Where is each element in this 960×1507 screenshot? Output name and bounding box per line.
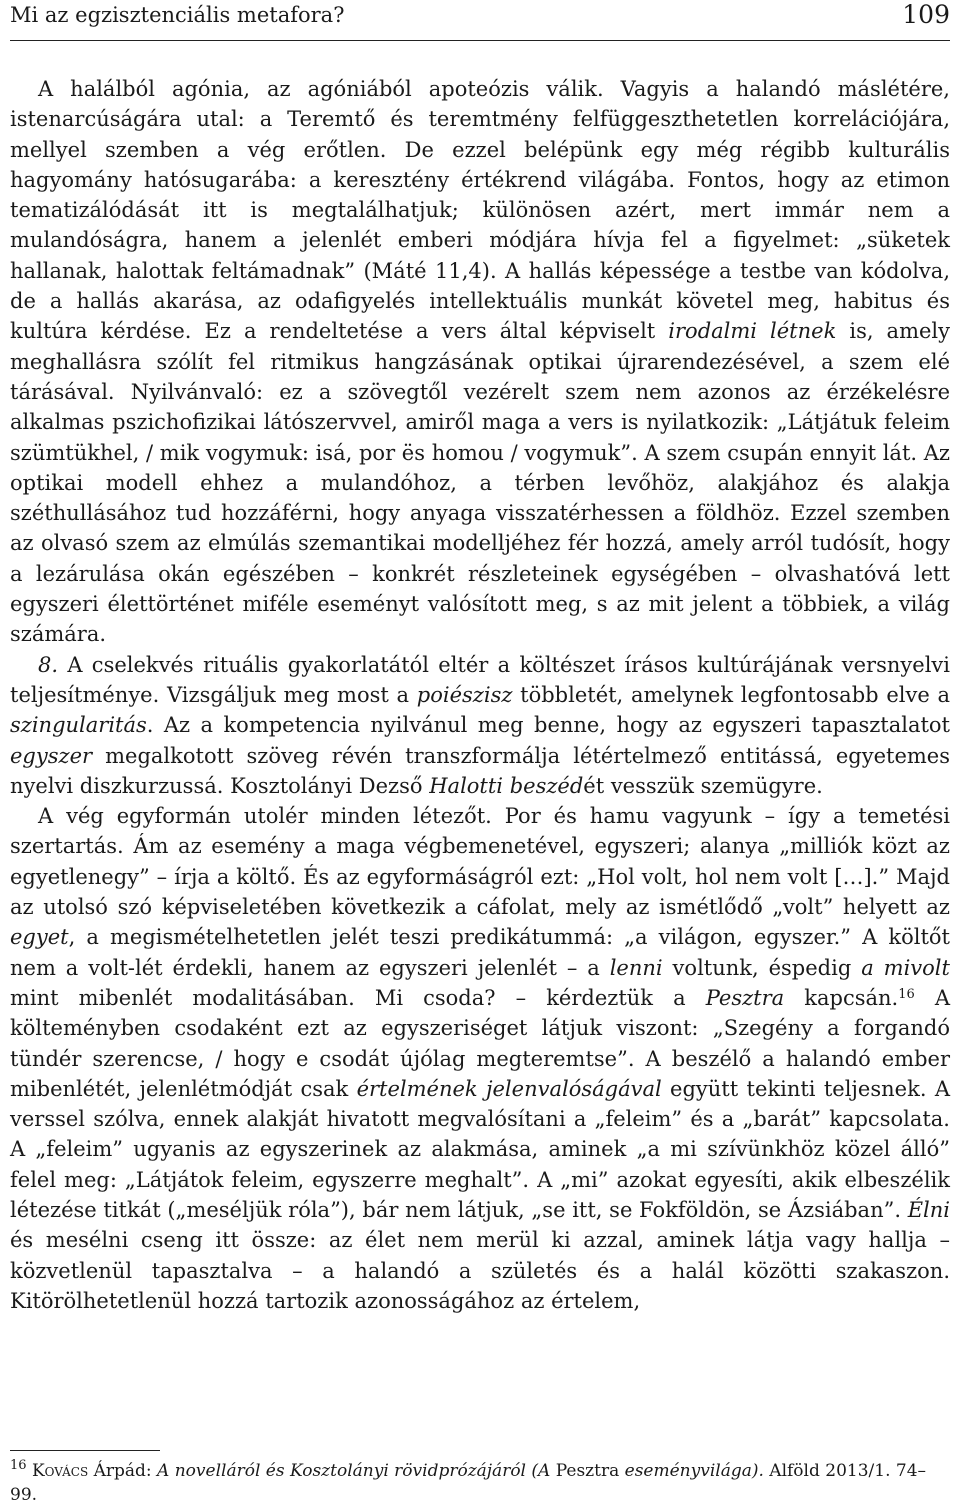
italic-text: lenni [609, 955, 663, 980]
paragraph-text: A vég egyformán utolér minden létezőt. Por és hamu vagyunk – így a temetési szertartás. Ám az esemény a maga végbemenetével, egyszeri; alanya „milliók közt az egyetlenegy” – írja a költő. És az egyformáságról ezt: „Hol volt, hol nem volt […].” Majd az utolsó szó képviseletében következik a cáfolat, mely az ismétlődő „volt” helyett az [10, 804, 950, 920]
italic-text: a mivolt [861, 955, 950, 980]
footnote-source: Alföld 2013/1. 74–99. [10, 1461, 927, 1505]
footnote-title-roman: Pesztra [555, 1461, 620, 1481]
italic-text: egyet [10, 925, 69, 950]
footnote-divider [10, 1450, 160, 1451]
footnote-title: A novelláról és Kosztolányi rövidprózájáról (A [157, 1461, 556, 1481]
body-paragraph [10, 74, 950, 650]
body-paragraph [10, 801, 950, 1316]
paragraph-text: . Az a kompetencia nyilvánul meg benne, hogy az egyszeri tapasztalatot [146, 713, 950, 738]
italic-text: Élni [907, 1197, 950, 1222]
footnote-title-end: eseményvilága). [619, 1461, 764, 1481]
italic-text: irodalmi létnek [668, 319, 837, 344]
footnote-author-surname: Kovács [31, 1461, 89, 1481]
body-paragraph [10, 650, 950, 801]
running-title: Mi az egzisztenciális metafora? [10, 3, 345, 27]
paragraph-text: A cselekvés rituális gyakorlatától eltér a költészet írásos kultúrájának versnyelvi teljesítménye. Vizsgáljuk meg most a [10, 652, 950, 707]
paragraph-text: többletét, amelynek legfontosabb elve a [512, 682, 950, 707]
paragraph-text: is, amely meghallásra szólít fel ritmikus hangzásának optikai újrarendezésével, a szem elé tárásával. Nyilvánvaló: ez a szövegtől vezérelt szem nem azonos az érzékelésre alkalmas pszichofizikai látószervvel, amiről maga a vers is nyilatkozik: „Látjátuk feleim szümtükhel, / mik vogymuk: isá, por ës homou / vogymuk”. A szem csupán ennyit lát. Az optikai modell ehhez a mulandóhoz, a térben levőhöz, alakjához és alakja széthullásához tud hozzáférni, hogy anyaga visszatérhessen a földhöz. Ezzel szemben az olvasó szem az elmúlás szemantikai modelljéhez fér hozzá, amely arról tudósít, hogy a lezárulása okán egészében – konkrét részleteinek egységében – olvashatóvá lett egyszeri élettörténet miféle eseményt valósított meg, s az mit jelent a többiek, a világ számára. [10, 319, 950, 647]
paragraph-text: A költeményben csodaként ezt az egyszeriséget látjuk viszont: „Szegény a forgandó tündér szerencse, / hogy e csodát újólag megteremtse”. A beszélő a halandó ember mibenlétét, jelenlétmódját csak [10, 985, 951, 1101]
footnote-marker: 16 [10, 1458, 27, 1473]
footnote-16 [10, 1459, 950, 1507]
paragraph-text: voltunk, éspedig [662, 955, 862, 980]
page-number: 109 [902, 0, 950, 29]
footnote-reference: 16 [898, 986, 915, 1002]
paragraph-text: együtt tekinti teljesnek. A verssel szólva, ennek alakját hivatott megvalósítani a „feleim” és a „barát” kapcsolata. A „feleim” ugyanis az egyszerinek az alakmása, aminek „a mi szívünkhöz közel álló” felel meg: „Látjátok feleim, egyszerre meghalt”. A „mi” azokat egyesíti, akik elbeszélik létezése titkát („meséljük róla”), bár nem látjuk, „se itt, se Fokföldön, se Ázsiában”. [10, 1076, 950, 1222]
paragraph-text: ét vesszük szemügyre. [583, 773, 823, 798]
italic-text: egyszer [10, 743, 93, 768]
paragraph-text: megalkotott szöveg révén transzformálja létértelmező entitássá, egyetemes nyelvi diszkurzussá. Kosztolányi Dezső [10, 743, 950, 798]
italic-text: Halotti beszéd [429, 773, 584, 798]
italic-text: poiészisz [416, 682, 513, 707]
italic-text: értelmének jelenvalóságával [356, 1076, 662, 1101]
paragraph-text: és mesélni cseng itt össze: az élet nem merül ki azzal, aminek látja vagy hallja – közvetlenül tapasztalva – a halandó a születés és a halál közötti szakaszon. Kitörölhetetlenül hozzá tartozik azonosságához az értelem, [10, 1228, 950, 1313]
body-text [10, 74, 950, 1316]
italic-text: szingularitás [10, 713, 147, 738]
paragraph-text: kapcsán. [784, 985, 899, 1010]
italic-text: Pesztra [705, 985, 785, 1010]
paragraph-text: mint mibenlét modalitásában. Mi csoda? – kérdeztük a [10, 985, 706, 1010]
paragraph-text: , a megismételhetetlen jelét teszi predikátummá: „a világon, egyszer.” A költőt nem a volt-lét érdekli, hanem az egyszeri jelenlét – a [10, 925, 950, 980]
footnote-author-rest: Árpád: [88, 1461, 158, 1481]
italic-text: 8. [38, 652, 59, 677]
paragraph-text: A halálból agónia, az agóniából apoteózis válik. Vagyis a halandó máslétére, istenarcúságára utal: a Teremtő és teremtmény felfüggeszthetetlen korrelációjára, mellyel szemben a vég erőtlen. De ezzel belépünk egy még régibb kulturális hagyomány hatósugarába: a keresztény értékrend világába. Fontos, hogy az etimon tematizálódását itt is megtalálhatjuk; különösen azért, mert immár nem a mulandóságra, hanem a jelenlét emberi módjára hívja fel a figyelmet: „süketek hallanak, halottak feltámadnak” (Máté 11,4). A hallás képessége a testbe van kódolva, de a hallás akarása, az odafigyelés intellektuális munkát követel meg, habitus és kultúra kérdése. Ez a rendeltetése a vers által képviselt [10, 77, 950, 344]
page-header [10, 0, 950, 41]
